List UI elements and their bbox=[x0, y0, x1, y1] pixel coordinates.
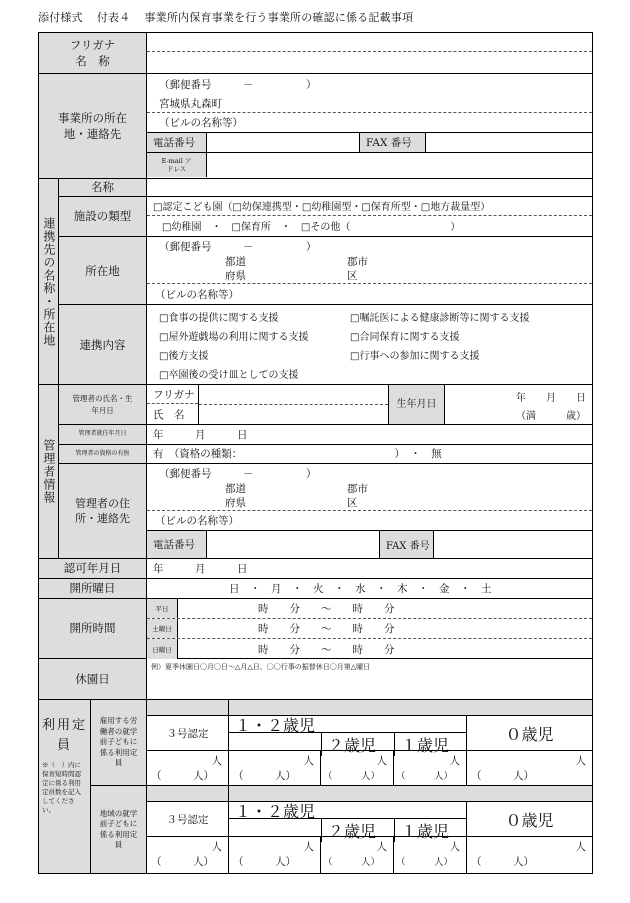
partner-postal: （郵便番号 － ） bbox=[159, 241, 317, 254]
partner-todo: 都道 bbox=[225, 256, 246, 269]
building-name: （ビルの名称等） bbox=[147, 113, 592, 133]
manager-furigana-field[interactable] bbox=[199, 385, 388, 405]
nin: 人 bbox=[303, 755, 314, 767]
fax-label: FAX 番号 bbox=[360, 133, 426, 152]
support-joint[interactable]: □合同保育に関する支援 bbox=[350, 332, 460, 344]
manager-gunshi: 郡市 bbox=[347, 483, 368, 495]
partner-address-label: 所在地 bbox=[59, 237, 147, 304]
capacity-emp-age12: １・２歳児 bbox=[229, 716, 466, 733]
nin: 人 bbox=[211, 841, 222, 853]
capacity-local-age12-cell[interactable] bbox=[229, 837, 321, 873]
furigana-label: フリガナ bbox=[69, 37, 116, 52]
paren: （ 人） bbox=[323, 771, 381, 782]
hours-saturday-label: 土曜日 bbox=[147, 619, 178, 638]
form-title: 事業所内保育事業を行う事業所の確認に係る記載事項 bbox=[144, 11, 414, 24]
nin: 人 bbox=[376, 841, 387, 853]
manager-section bbox=[39, 385, 592, 559]
capacity-emp-age1-cell[interactable] bbox=[394, 751, 467, 785]
manager-birth-label: 生年月日 bbox=[389, 385, 445, 424]
partner-content-label: 連携内容 bbox=[59, 305, 147, 384]
support-meal[interactable]: □食事の提供に関する支援 bbox=[159, 313, 279, 325]
capacity-local-age0-cell[interactable] bbox=[467, 837, 592, 873]
capacity-emp-age0: ０歳児 bbox=[505, 724, 554, 744]
partner-type-options-2[interactable]: □幼稚園 ・ □保育所 ・ □その他（ ） bbox=[162, 222, 461, 234]
facility-name-field[interactable] bbox=[147, 33, 592, 73]
support-after[interactable]: □卒園後の受け皿としての支援 bbox=[159, 370, 299, 382]
capacity-label: 利用定員 bbox=[42, 718, 88, 753]
open-days-label: 開所曜日 bbox=[39, 579, 147, 598]
capacity-local-age0: ０歳児 bbox=[505, 810, 554, 830]
holiday-field[interactable] bbox=[147, 659, 592, 699]
manager-fax-field[interactable] bbox=[434, 531, 592, 558]
paren: （ 人） bbox=[151, 856, 214, 868]
manager-tel-field[interactable] bbox=[207, 531, 380, 558]
capacity-local-age2-cell[interactable] bbox=[321, 837, 394, 873]
capacity-local-age12: １・２歳児 bbox=[229, 802, 466, 819]
partner-section bbox=[39, 179, 592, 385]
capacity-local-n3: ３号認定 bbox=[147, 802, 229, 836]
page-header bbox=[38, 9, 427, 25]
manager-side-label: 管理者情報 bbox=[39, 385, 59, 558]
manager-fuken: 府県 bbox=[225, 497, 246, 509]
partner-name-field[interactable] bbox=[147, 179, 592, 196]
fax-field[interactable] bbox=[426, 133, 592, 152]
manager-name-label: 管理者の氏名・生年月日 bbox=[59, 385, 147, 424]
hours-saturday-field[interactable]: 時 分 ～ 時 分 bbox=[258, 623, 395, 635]
manager-address-label: 管理者の住所・連絡先 bbox=[59, 464, 147, 558]
partner-fuken: 府県 bbox=[225, 270, 246, 283]
paren: （ 人） bbox=[233, 770, 296, 782]
manager-qual-field[interactable]: 有 （資格の種類： ） ・ 無 bbox=[153, 448, 442, 461]
tel-label: 電話番号 bbox=[147, 133, 207, 152]
manager-shimei-label: 氏 名 bbox=[153, 408, 185, 421]
capacity-local-age1-cell[interactable] bbox=[394, 837, 467, 873]
holiday-label: 休園日 bbox=[39, 659, 147, 699]
nin: 人 bbox=[575, 841, 586, 853]
form-number: 付表４ bbox=[96, 11, 131, 24]
capacity-emp-n3-cell[interactable] bbox=[147, 751, 229, 785]
paren: （ 人） bbox=[323, 857, 381, 868]
hours-sunday-label: 日曜日 bbox=[147, 639, 178, 659]
hours-weekday-field[interactable]: 時 分 ～ 時 分 bbox=[258, 603, 395, 615]
approval-label: 認可年月日 bbox=[39, 559, 147, 578]
partner-name-label: 名称 bbox=[59, 179, 147, 196]
facility-name-row bbox=[39, 33, 592, 74]
open-days-field[interactable]: 日 ・ 月 ・ 火 ・ 水 ・ 木 ・ 金 ・ 土 bbox=[229, 583, 492, 595]
name-label: 名 称 bbox=[75, 54, 110, 68]
support-health[interactable]: □嘱託医による健康診断等に関する支援 bbox=[350, 313, 530, 325]
manager-appointed-field[interactable]: 年 月 日 bbox=[153, 428, 248, 441]
approval-field[interactable]: 年 月 日 bbox=[153, 563, 248, 575]
capacity-emp-age2: ２歳児 bbox=[322, 733, 395, 756]
hours-weekday-label: 平日 bbox=[147, 599, 178, 618]
facility-address-field[interactable] bbox=[147, 74, 592, 178]
manager-birth-field[interactable]: 年 月 日 bbox=[516, 393, 586, 404]
capacity-emp-age0-cell[interactable] bbox=[467, 751, 592, 785]
manager-fax-label: FAX 番号 bbox=[380, 531, 434, 558]
capacity-emp-label: 雇用する労働者の就学前子どもに係る利用定員 bbox=[91, 700, 147, 785]
hours-sunday-field[interactable]: 時 分 ～ 時 分 bbox=[258, 643, 395, 656]
furigana-field[interactable] bbox=[147, 33, 592, 52]
holiday-example: 例）夏季休園日〇月〇日～△月△日、〇〇行事の振替休日〇月第△曜日 bbox=[151, 663, 371, 671]
paren: （ 人） bbox=[471, 856, 534, 868]
capacity-local-n3-cell[interactable] bbox=[147, 837, 229, 873]
facility-name-label bbox=[39, 33, 147, 73]
prefecture-text: 宮城県丸森町 bbox=[147, 94, 592, 113]
manager-postal: （郵便番号 － ） bbox=[159, 468, 317, 480]
nin: 人 bbox=[449, 755, 460, 767]
tel-field[interactable] bbox=[207, 133, 360, 152]
manager-age: （満 歳） bbox=[516, 411, 586, 422]
support-playground[interactable]: □屋外遊戯場の利用に関する支援 bbox=[159, 332, 309, 344]
manager-tel-label: 電話番号 bbox=[147, 531, 207, 558]
nin: 人 bbox=[449, 841, 460, 853]
support-backup[interactable]: □後方支援 bbox=[159, 351, 209, 363]
capacity-note: ※（ ）内に保育短時間認定に係る利用定員数を記入してください。 bbox=[42, 761, 81, 815]
postal-code: （郵便番号 － ） bbox=[159, 78, 317, 91]
form-kind: 添付様式 bbox=[38, 11, 83, 24]
facility-address-label: 事業所の所在地・連絡先 bbox=[39, 74, 147, 178]
paren: （ 人） bbox=[151, 770, 214, 782]
paren: （ 人） bbox=[471, 770, 534, 782]
nin: 人 bbox=[303, 841, 314, 853]
partner-type-options-1[interactable]: □認定こども園（□幼保連携型・□幼稚園型・□保育所型・□地方裁量型） bbox=[147, 197, 592, 216]
facility-address-row bbox=[39, 74, 592, 179]
manager-building: （ビルの名称等） bbox=[147, 511, 592, 531]
capacity-emp-age2-cell[interactable] bbox=[321, 751, 394, 785]
capacity-local-label: 地域の就学前子どもに係る利用定員 bbox=[91, 786, 147, 873]
nin: 人 bbox=[376, 755, 387, 767]
nin: 人 bbox=[211, 755, 222, 767]
capacity-section bbox=[39, 700, 592, 873]
hours-label: 開所時間 bbox=[39, 599, 147, 658]
paren: （ 人） bbox=[396, 771, 454, 782]
capacity-emp-age1: １歳児 bbox=[401, 736, 450, 755]
manager-appointed-label: 管理者就任年月日 bbox=[59, 425, 147, 444]
nin: 人 bbox=[575, 755, 586, 767]
partner-building: （ビルの名称等） bbox=[155, 288, 239, 301]
partner-side-label: 連携先の名称・所在地 bbox=[39, 179, 59, 384]
paren: （ 人） bbox=[233, 856, 296, 868]
capacity-emp-n3: ３号認定 bbox=[147, 716, 229, 750]
capacity-emp-age12-cell[interactable] bbox=[229, 751, 321, 785]
partner-type-label: 施設の類型 bbox=[59, 197, 147, 236]
manager-todo: 都道 bbox=[225, 483, 246, 495]
manager-ku: 区 bbox=[347, 497, 358, 509]
capacity-local-age1: １歳児 bbox=[401, 822, 450, 841]
support-event[interactable]: □行事への参加に関する支援 bbox=[350, 351, 480, 363]
partner-gunshi: 郡市 bbox=[347, 256, 368, 269]
form-table bbox=[38, 32, 593, 874]
manager-qual-label: 管理者の資格の有無 bbox=[59, 445, 147, 464]
paren: （ 人） bbox=[396, 857, 454, 868]
email-field[interactable] bbox=[207, 153, 592, 177]
email-label: E-mail アドレス bbox=[147, 153, 207, 177]
partner-ku: 区 bbox=[347, 270, 358, 283]
manager-furigana-label: フリガナ bbox=[147, 385, 198, 404]
capacity-local-age2: ２歳児 bbox=[322, 819, 395, 842]
